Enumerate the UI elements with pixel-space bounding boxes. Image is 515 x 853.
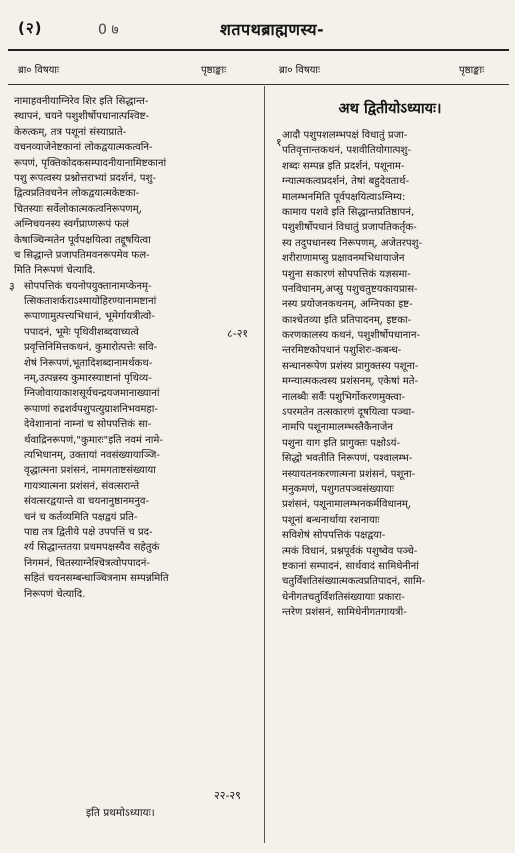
subheader-rule: [8, 84, 509, 85]
right-page-header: पृष्ठाङ्काः: [459, 65, 485, 76]
text-line: काश्चेतव्या इति प्रतिपादनम्, इष्टका-: [282, 314, 412, 326]
text-line: च सिद्धान्ते प्रजापतिमवनरूपमेव फल-: [14, 249, 150, 261]
text-line: पशुना सकारणं सोपपत्तिकं यज्ञसमा-: [282, 268, 411, 280]
text-line: पशु रूपत्वस्य प्रश्नोत्तराभ्यां प्रदर्शनं, पशु-: [14, 172, 156, 184]
text-line: द्वित्वप्रतिवचनेन लोकद्वयात्मकेष्टका-: [14, 188, 140, 200]
text-line: शेषं निरूपणं,भूतादिशब्दानामर्थकथ-: [24, 357, 153, 369]
text-line: सहितं चयनसम्बन्धाञ्चित्रनाम सम्पन्नमिति: [24, 573, 169, 585]
left-page-header: पृष्ठाङ्काः: [201, 65, 227, 76]
text-line: संवत्सरद्वयान्ते वा चयनानुष्ठानमनुव-: [24, 496, 150, 508]
text-line: पपादनं, भूमेः पृथिवीशब्दवाच्यत्वे: [24, 326, 139, 338]
text-line: अग्निचयनस्य स्वर्गप्राप्णरूपं फलं: [14, 219, 130, 231]
text-line: चनं च कर्तव्यमिति पक्षद्वयं प्रति-: [24, 511, 138, 523]
text-line: नस्य प्रयोजनकथनम्, अग्निपका इष्ट-: [282, 299, 413, 311]
text-line: न्तरेण प्रशंसनं, सामिधेनीगतगायत्री-: [282, 607, 407, 619]
text-line: पशुना याग इति प्रागुक्तः पक्षोऽयं-: [282, 437, 401, 449]
text-line: मग्न्यात्मकत्वस्य प्रशंसनम्, एकेषां मते-: [282, 376, 419, 388]
chapter-end-note: इति प्रथमोऽध्यायः।: [86, 807, 155, 819]
text-line: त्यभिधानम्, उक्तायां नवसंख्यायाञ्जि-: [24, 449, 161, 461]
text-line: केरुत्कम्, तत्र पशूनां संस्याप्राते-: [14, 126, 127, 138]
page-reference: २२-२९: [214, 789, 241, 802]
text-line: पशुशीर्षोपधानं विधातुं प्रजापतिकर्तृक-: [282, 222, 417, 234]
text-line: मालम्भनमिति पूर्वपक्षयित्वाऽग्निम्य:: [282, 191, 406, 203]
text-line: रूपाणां रुद्रशर्वपशुपत्युग्राशनिभवमहा-: [24, 403, 159, 415]
text-line: करणकालस्य कथनं, पशुशीर्षोपधानान-: [282, 330, 421, 342]
header-rule: [8, 49, 509, 51]
page-reference: ८-२१: [227, 327, 249, 340]
page-number: (२): [18, 19, 43, 37]
text-line: ष्टकानां सम्पादनं, सार्थवादं सामिधेनीनां: [282, 560, 419, 572]
text-line: नम्,उत्पन्नस्य कुमारस्याष्टानां पृथिव्य-: [24, 373, 152, 385]
text-line: र्श्य सिद्धान्ततया प्रथमपक्षस्यैव सहेतुकं: [24, 542, 160, 554]
text-line: वचनव्याजेनेष्टकानां लोकद्वयात्मकत्वनि-: [14, 142, 153, 154]
entry-number: १: [276, 136, 282, 149]
index-column-headers: [0, 62, 515, 80]
left-book-header: ब्रा० विषयाः: [18, 65, 60, 76]
text-line: सन्धानरूपेण प्रशंस्य प्रागुक्तस्य पशूना-: [282, 360, 419, 372]
text-line: स्य तदुपधानस्य निरूपणम्, अजेतरपशु-: [282, 237, 423, 249]
entry-text-block: [14, 279, 259, 602]
entry-text-block: [272, 128, 508, 621]
text-line: शब्दः सम्पन्न इति प्रदर्शनं, पशूनाम-: [282, 160, 405, 172]
text-line: सविशेषं सोपपत्तिकं पक्षद्वया-: [282, 530, 386, 542]
text-line: न्तरमिष्टकोपधानं पशुशिरः-कबन्ध-: [282, 345, 402, 357]
text-line: चतुर्विंशतिसंख्यात्मकत्वप्रतिपादनं, सामि-: [282, 576, 426, 588]
text-line: प्रवृत्तिनिमित्तकथनं, कुमारोत्पत्तेः सवि-: [24, 342, 158, 354]
text-line: रूपाणामुत्पत्त्यभिधानं, भूमेर्गायत्रीत्वो-: [24, 311, 155, 323]
text-line: ऽपरमतेन तत्सकारणं दूषयित्वा पञ्चा-: [282, 407, 415, 419]
text-line: त्मकं विधानं, प्रश्नपूर्वकं पशुष्वेव पञ्चे-: [282, 545, 418, 557]
text-line: मनुकमणं, पशुगतपञ्चसंख्यायाः: [282, 483, 394, 495]
right-column: [272, 94, 508, 621]
entry-text-block: [14, 94, 259, 279]
text-line: पाद्य तत्र द्वितीये पक्षे उपपत्तिं च प्रद-: [24, 526, 153, 538]
entry-number: ३: [9, 280, 15, 293]
text-line: कामाय पशवे इति सिद्धान्तप्रतिष्ठापनं,: [282, 206, 415, 218]
text-line: पनविधानम्,अप्सु पशुचतुष्टयकायप्रास-: [282, 283, 418, 295]
text-line: नस्यायतनकरणात्मना प्रशंसनं, पशूना-: [282, 468, 416, 480]
text-line: ग्न्यात्मकत्वप्रदर्शनं, तेषां बहुदेवतार्थ-: [282, 176, 410, 188]
text-line: गायत्र्यात्मना प्रशंसनं, संवत्सरान्ते: [24, 480, 140, 492]
page-header: [0, 8, 515, 44]
column-divider: [264, 86, 265, 843]
text-line: नामपि पशूनामालम्भस्तैकैनाजेन: [282, 422, 393, 434]
left-column: [9, 94, 259, 819]
text-line: पशूनां बन्धनार्थाया रशनायाः: [282, 514, 380, 526]
text-line: निरूपणं चेत्यादि.: [24, 588, 86, 600]
text-line: वृद्धात्मना प्रशंसनं, नामगताष्टसंख्याया: [24, 465, 156, 477]
text-line: त्सिकताशर्कराऽश्मायोहिरण्यानामष्टानां: [24, 296, 157, 308]
text-line: चितस्याः सर्वेलोकात्मकत्वनिरूपणम्,: [14, 203, 142, 215]
text-line: सोपपत्तिकं चयनोपयुक्तानामप्केनमृ-: [24, 280, 152, 292]
text-line: नामाहवनीयाग्निरेव शिर इति सिद्धान्त-: [14, 96, 149, 107]
text-line: प्रशंसनं, पशूनामालम्भनकर्मविधानम्,: [282, 499, 412, 511]
right-book-header: ब्रा० विषयाः: [279, 65, 321, 76]
text-line: स्थापनं, चयने पशुशीर्षोपधानात्पश्विष्ट-: [14, 111, 150, 123]
text-line: आदौ पशुपशलम्भपक्षं विधातुं प्रजा-: [282, 130, 408, 141]
chapter-title: अथ द्वितीयोऽध्यायः।: [338, 101, 442, 117]
text-line: देवेशानानां नाम्नां च सोपपत्तिकं सा-: [24, 419, 152, 431]
text-line: पतिवृत्तान्तकथनं, पशवीतियोगात्पशु-: [282, 145, 412, 157]
text-line: रूपणं, पृक्तिकोदकसम्पादनीयानामिष्टकानां: [14, 157, 167, 169]
running-title: शतपथब्राह्मणस्य-: [220, 20, 325, 39]
text-line: धेनीगतचतुर्विंशतिसंख्यायाः प्रकारा-: [282, 591, 405, 603]
text-line: सिद्धो भवतीति निरूपणं, पश्वालम्भ-: [282, 453, 413, 465]
text-line: ग्निजोवायाकाशसूर्यचन्द्रयजमानाख्यानां: [24, 388, 160, 400]
text-line: नालब्धैः सर्वैः पशुभिर्गोकरणमुक्त्वा-: [282, 391, 406, 403]
text-line: र्थवाद्रिनरूपणं,"कुमारः"इति नवमं नामे-: [24, 434, 164, 446]
text-line: मिति निरूपणं चेत्यादि.: [14, 265, 96, 277]
text-line: निगमनं, चितस्याग्नेश्चित्रत्वोपपादनं-: [24, 557, 151, 569]
text-line: शरीराणामप्सु प्रक्षावनमभिधायाजेन: [282, 253, 405, 265]
handwritten-mark: 0 ७: [98, 22, 119, 38]
text-line: केषाञ्चिन्मतेन पूर्वपक्षयित्वा तद्दूषयित्वा: [14, 234, 151, 246]
